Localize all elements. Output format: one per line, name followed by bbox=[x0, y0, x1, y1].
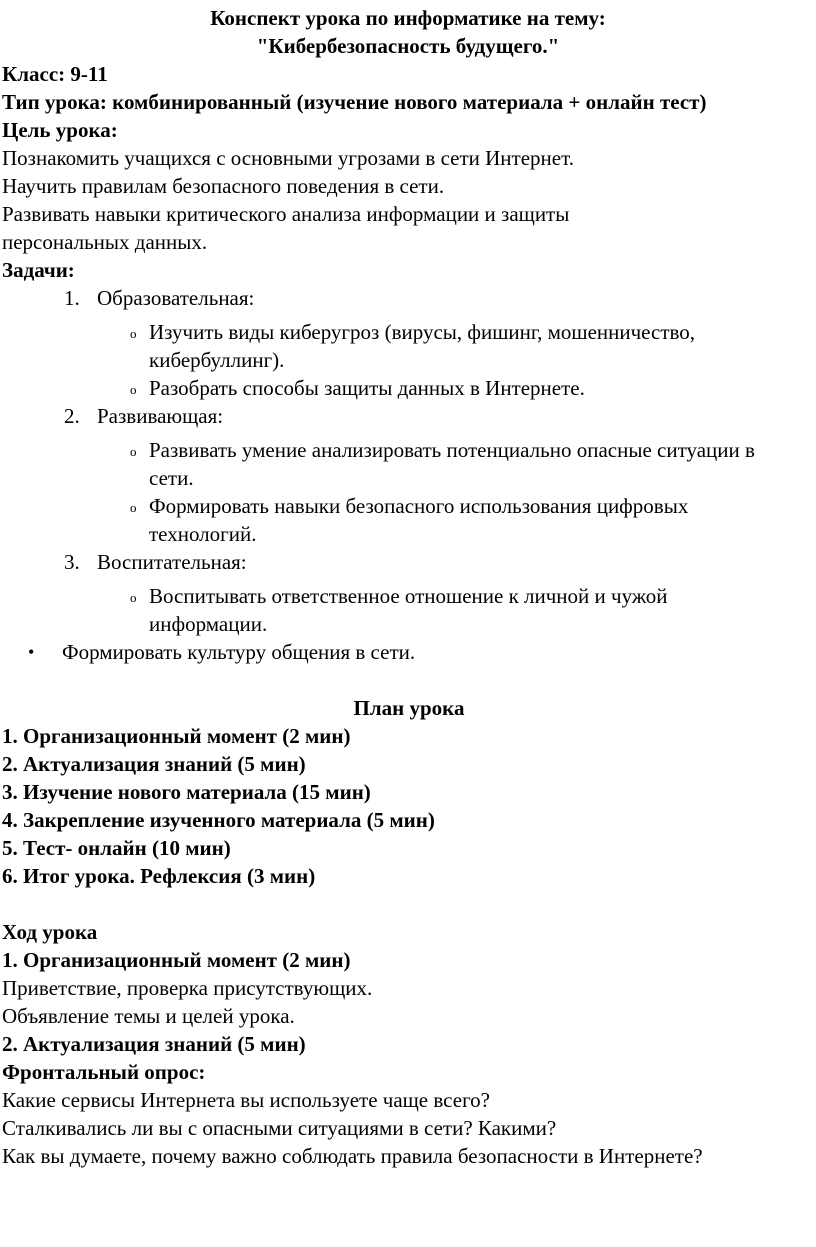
step2-question: Как вы думаете, почему важно соблюдать правила безопасности в Интернете? bbox=[2, 1144, 703, 1168]
task-label: Развивающая: bbox=[97, 404, 224, 428]
task-label: Образовательная: bbox=[97, 286, 255, 310]
class-label: Класс: 9-11 bbox=[2, 62, 108, 86]
circle-bullet-icon: o bbox=[130, 444, 137, 459]
task-subitem: o Изучить виды киберугроз (вирусы, фишинг, мошенничество, кибербуллинг). bbox=[130, 320, 696, 372]
circle-bullet-icon: o bbox=[130, 326, 137, 341]
task-item bbox=[0, 284, 816, 312]
task-subitem: o Формировать навыки безопасного использования цифровых технологий. bbox=[130, 494, 689, 546]
step2-question: Сталкивались ли вы с опасными ситуациями в сети? Какими? bbox=[2, 1116, 557, 1140]
task-item bbox=[0, 548, 816, 576]
step1-line: Приветствие, проверка присутствующих. bbox=[2, 976, 373, 1000]
plan-item: 2. Актуализация знаний (5 мин) bbox=[2, 752, 306, 776]
step2-subheading: Фронтальный опрос: bbox=[2, 1060, 206, 1084]
lesson-type: Тип урока: комбинированный (изучение нового материала + онлайн тест) bbox=[2, 90, 707, 114]
doc-title-line-2: "Кибербезопасность будущего." bbox=[256, 34, 560, 58]
goal-line: Познакомить учащихся с основными угрозами в сети Интернет. bbox=[2, 146, 574, 170]
task-item bbox=[0, 402, 816, 430]
plan-heading: План урока bbox=[353, 696, 465, 720]
task-subitem: o Развивать умение анализировать потенциально опасные ситуации в сети. bbox=[130, 438, 755, 490]
task-subitem: o Разобрать способы защиты данных в Интернете. bbox=[149, 374, 776, 402]
plan-item: 3. Изучение нового материала (15 мин) bbox=[2, 780, 371, 804]
plan-item: 5. Тест- онлайн (10 мин) bbox=[2, 836, 231, 860]
doc-title-line-1: Конспект урока по информатике на тему: bbox=[210, 6, 606, 30]
spacer bbox=[0, 666, 816, 694]
circle-bullet-icon: o bbox=[130, 590, 137, 605]
tasks-list bbox=[0, 284, 816, 638]
spacer bbox=[0, 890, 816, 918]
step2-question: Какие сервисы Интернета вы используете чаще всего? bbox=[2, 1088, 490, 1112]
task-subitem: o Воспитывать ответственное отношение к личной и чужой информации. bbox=[130, 584, 668, 636]
goal-line: Научить правилам безопасного поведения в сети. bbox=[2, 174, 445, 198]
goal-heading: Цель урока: bbox=[2, 118, 118, 142]
circle-bullet-icon: o bbox=[130, 382, 137, 397]
task-number: 3. bbox=[64, 550, 80, 574]
step1-line: Объявление темы и целей урока. bbox=[2, 1004, 295, 1028]
task-bullet-item: • Формировать культуру общения в сети. bbox=[28, 640, 416, 664]
disc-bullet-icon: • bbox=[28, 642, 35, 662]
circle-bullet-icon: o bbox=[130, 500, 137, 515]
step2-heading: 2. Актуализация знаний (5 мин) bbox=[2, 1032, 306, 1056]
plan-item: 1. Организационный момент (2 мин) bbox=[2, 724, 351, 748]
plan-item: 6. Итог урока. Рефлексия (3 мин) bbox=[2, 864, 316, 888]
task-number: 2. bbox=[64, 404, 80, 428]
task-label: Воспитательная: bbox=[97, 550, 247, 574]
task-number: 1. bbox=[64, 286, 80, 310]
course-heading: Ход урока bbox=[2, 920, 98, 944]
step1-heading: 1. Организационный момент (2 мин) bbox=[2, 948, 351, 972]
plan-item: 4. Закрепление изученного материала (5 мин) bbox=[2, 808, 435, 832]
tasks-heading: Задачи: bbox=[2, 258, 75, 282]
goal-line: Развивать навыки критического анализа информации и защиты персональных данных. bbox=[2, 202, 570, 254]
